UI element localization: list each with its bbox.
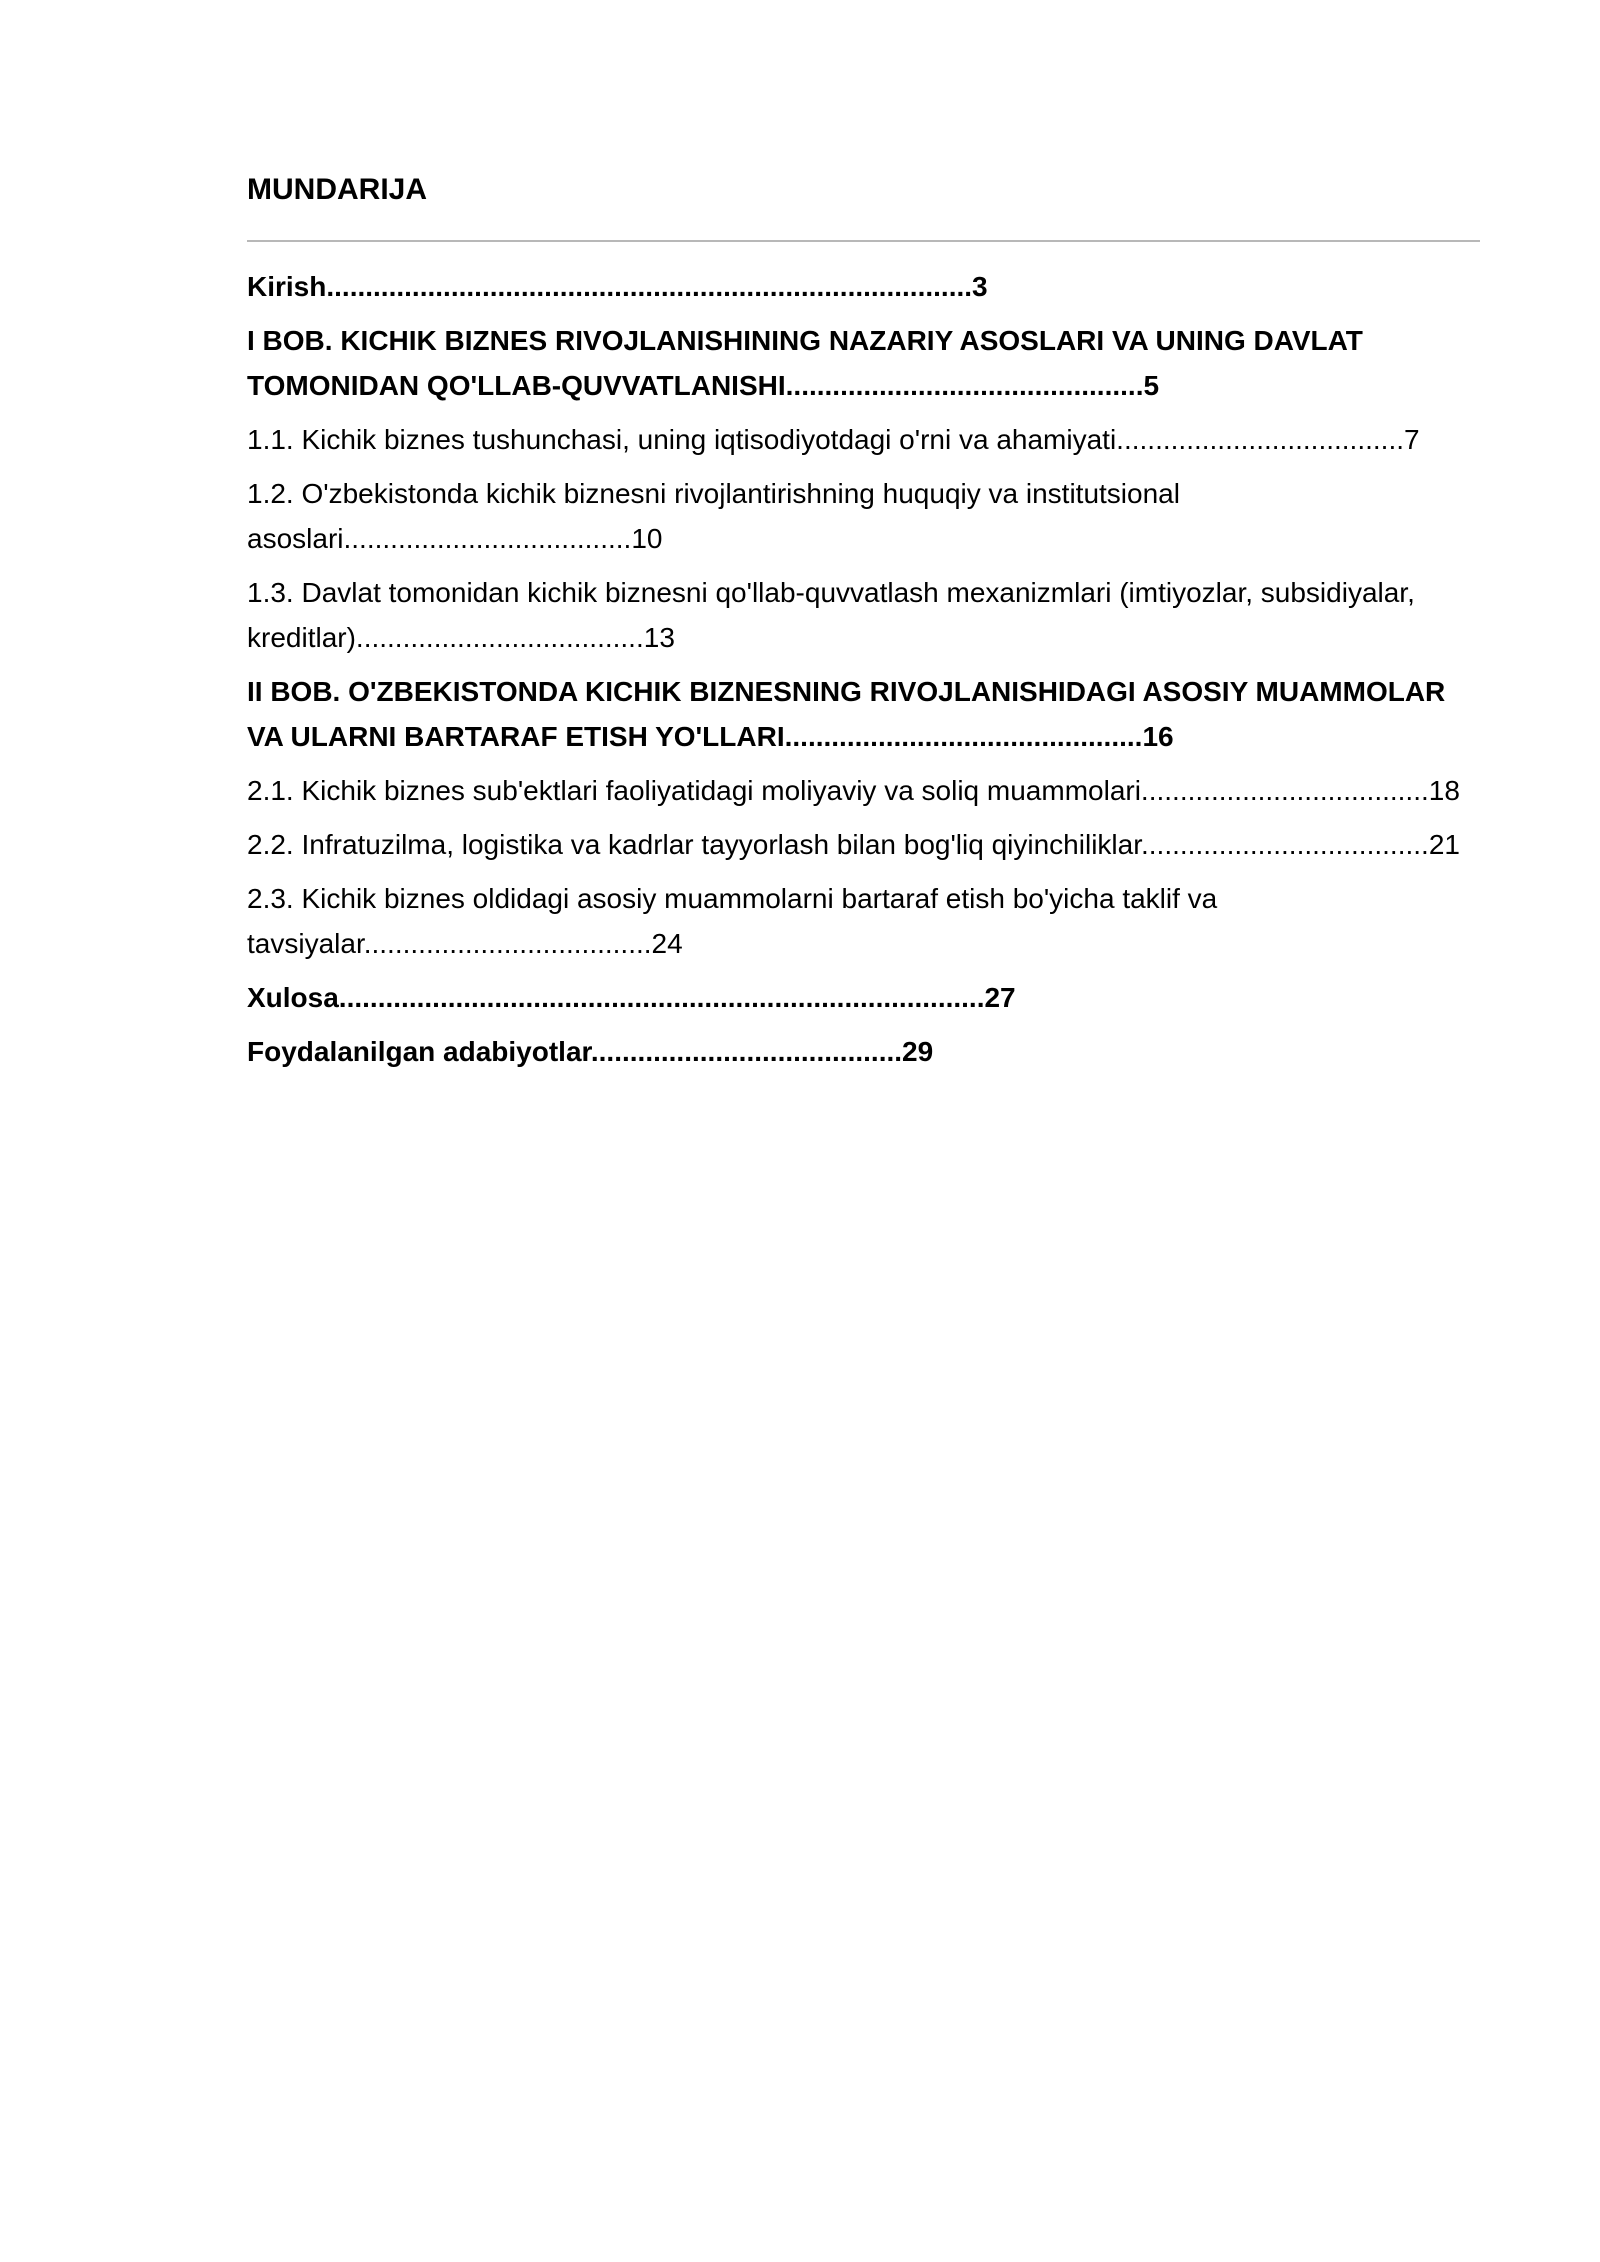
toc-entry-chapter-2: II BOB. O'ZBEKISTONDA KICHIK BIZNESNING RIVOJLANISHIDAGI ASOSIY MUAMMOLAR VA ULARNI BARTARAF ETISH YO'LLARI..............................................16 [247, 676, 1446, 752]
toc-entry-section-1-2: 1.2. O'zbekistonda kichik biznesni rivojlantirishning huquqiy va institutsional asoslari.....................................10 [247, 478, 1180, 554]
toc-entry-section-1-1: 1.1. Kichik biznes tushunchasi, uning iqtisodiyotdagi o'rni va ahamiyati.....................................7 [247, 424, 1420, 455]
toc-entry-chapter-1: I BOB. KICHIK BIZNES RIVOJLANISHINING NAZARIY ASOSLARI VA UNING DAVLAT TOMONIDAN QO'LLAB-QUVVATLANISHI..............................................5 [247, 325, 1363, 401]
toc-entry-references: Foydalanilgan adabiyotlar........................................29 [247, 1036, 934, 1067]
toc-entry-conclusion: Xulosa...................................................................................27 [247, 982, 1016, 1013]
toc-list [247, 264, 1480, 1074]
toc-entry-section-2-1: 2.1. Kichik biznes sub'ektlari faoliyatidagi moliyaviy va soliq muammolari.....................................18 [247, 775, 1460, 806]
title-divider [247, 240, 1480, 242]
toc-entry-introduction: Kirish...................................................................................3 [247, 271, 988, 302]
toc-entry-section-1-3: 1.3. Davlat tomonidan kichik biznesni qo'llab-quvvatlash mexanizmlari (imtiyozlar, subsidiyalar, kreditlar).....................................13 [247, 577, 1415, 653]
toc-entry-section-2-2: 2.2. Infratuzilma, logistika va kadrlar tayyorlash bilan bog'liq qiyinchiliklar.....................................21 [247, 829, 1460, 860]
table-of-contents [247, 168, 1480, 1083]
page-title: MUNDARIJA [247, 173, 427, 206]
toc-entry-section-2-3: 2.3. Kichik biznes oldidagi asosiy muammolarni bartaraf etish bo'yicha taklif va tavsiyalar.....................................24 [247, 883, 1218, 959]
